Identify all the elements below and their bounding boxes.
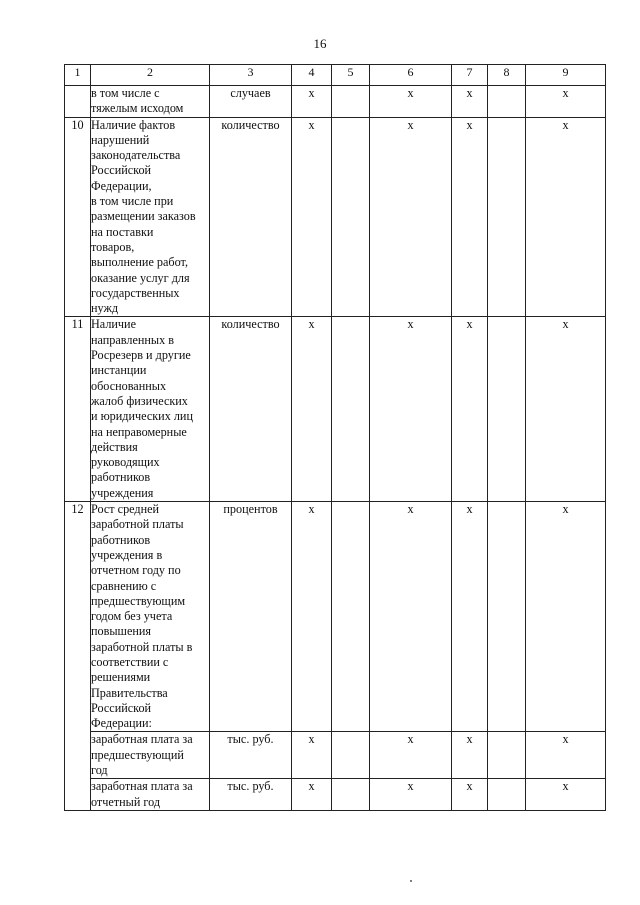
description-line: заработной платы <box>91 517 184 532</box>
table-subrow <box>65 732 606 779</box>
row-number: 12 <box>65 502 91 811</box>
row-description <box>91 117 210 317</box>
page-number: 16 <box>313 36 327 51</box>
cell-col4: x <box>292 317 332 502</box>
description-line: заработная плата за <box>91 779 193 794</box>
column-header: 2 <box>91 65 210 86</box>
description-line: работников <box>91 532 151 547</box>
indicators-table <box>64 64 606 811</box>
cell-col4: x <box>292 86 332 118</box>
column-header: 3 <box>210 65 292 86</box>
cell-col7: x <box>452 732 488 779</box>
cell-col5 <box>332 86 370 118</box>
cell-col6: x <box>370 317 452 502</box>
cell-col6: x <box>370 732 452 779</box>
cell-col7: x <box>452 502 488 732</box>
cell-col7: x <box>452 117 488 317</box>
cell-col8 <box>488 732 526 779</box>
cell-col6: x <box>370 779 452 811</box>
row-description <box>91 86 210 118</box>
cell-col9: x <box>526 317 606 502</box>
description-line: заработной платы в <box>91 639 193 654</box>
description-line: товаров, <box>91 239 135 254</box>
table-row <box>65 317 606 502</box>
row-number: 10 <box>65 117 91 317</box>
row-unit: случаев <box>210 86 292 118</box>
cell-col8 <box>488 317 526 502</box>
description-line: работников <box>91 470 151 485</box>
description-line: Федерации, <box>91 178 152 193</box>
cell-col5 <box>332 779 370 811</box>
description-line: отчетном году по <box>91 563 181 578</box>
cell-col7: x <box>452 317 488 502</box>
description-line: действия <box>91 439 138 454</box>
description-line: в том числе с <box>91 86 160 100</box>
cell-col9: x <box>526 502 606 732</box>
cell-col5 <box>332 732 370 779</box>
table-row <box>65 502 606 732</box>
row-number: 11 <box>65 317 91 502</box>
description-line: нарушений <box>91 132 150 147</box>
description-line: Российской <box>91 163 152 178</box>
cell-col8 <box>488 779 526 811</box>
description-line: Рост средней <box>91 502 160 517</box>
description-line: жалоб физических <box>91 393 188 408</box>
column-header: 8 <box>488 65 526 86</box>
description-line: руководящих <box>91 455 160 470</box>
column-header: 4 <box>292 65 332 86</box>
description-line: учреждения в <box>91 547 163 562</box>
description-line: законодательства <box>91 148 181 163</box>
description-line: выполнение работ, <box>91 255 189 270</box>
row-description <box>91 502 210 732</box>
cell-col4: x <box>292 779 332 811</box>
description-line: заработная плата за <box>91 732 193 747</box>
description-line: размещении заказов <box>91 209 196 224</box>
description-line: нужд <box>91 301 119 316</box>
description-line: и юридических лиц <box>91 409 193 424</box>
column-header: 5 <box>332 65 370 86</box>
description-line: год <box>91 763 108 778</box>
subrow-unit: тыс. руб. <box>210 779 292 811</box>
description-line: отчетный год <box>91 794 161 809</box>
description-line: сравнению с <box>91 578 157 593</box>
description-line: государственных <box>91 285 180 300</box>
cell-col6: x <box>370 117 452 317</box>
description-line: в том числе при <box>91 194 174 209</box>
description-line: соответствии с <box>91 654 169 669</box>
cell-col9: x <box>526 732 606 779</box>
description-line: инстанции <box>91 363 147 378</box>
cell-col7: x <box>452 86 488 118</box>
cell-col4: x <box>292 502 332 732</box>
cell-col9: x <box>526 117 606 317</box>
description-line: повышения <box>91 624 152 639</box>
cell-col5 <box>332 317 370 502</box>
column-header: 1 <box>65 65 91 86</box>
description-line: годом без учета <box>91 609 173 624</box>
table-subrow <box>65 779 606 811</box>
subrow-description <box>91 779 210 811</box>
row-unit: процентов <box>210 502 292 732</box>
row-description <box>91 317 210 502</box>
cell-col9: x <box>526 86 606 118</box>
column-header: 9 <box>526 65 606 86</box>
column-header: 6 <box>370 65 452 86</box>
description-line: тяжелым исходом <box>91 101 184 116</box>
subrow-unit: тыс. руб. <box>210 732 292 779</box>
description-line: решениями <box>91 670 151 685</box>
description-line: на неправомерные <box>91 424 187 439</box>
row-unit: количество <box>210 317 292 502</box>
cell-col6: x <box>370 86 452 118</box>
cell-col9: x <box>526 779 606 811</box>
subrow-description <box>91 732 210 779</box>
column-header: 7 <box>452 65 488 86</box>
column-numbers-row <box>65 65 606 86</box>
description-line: оказание услуг для <box>91 270 190 285</box>
description-line: обоснованных <box>91 378 167 393</box>
description-line: на поставки <box>91 224 154 239</box>
description-line: направленных в <box>91 332 175 347</box>
cell-col8 <box>488 117 526 317</box>
table-row <box>65 86 606 118</box>
description-line: учреждения <box>91 485 154 500</box>
cell-col8 <box>488 502 526 732</box>
description-line: Федерации: <box>91 716 152 731</box>
cell-col4: x <box>292 117 332 317</box>
cell-col5 <box>332 117 370 317</box>
description-line: Росрезерв и другие <box>91 348 191 363</box>
description-line: Наличие фактов <box>91 117 176 132</box>
description-line: предшествующий <box>91 747 184 762</box>
cell-col6: x <box>370 502 452 732</box>
cell-col8 <box>488 86 526 118</box>
scan-speck <box>410 880 412 882</box>
row-number <box>65 86 91 118</box>
cell-col5 <box>332 502 370 732</box>
row-unit: количество <box>210 117 292 317</box>
cell-col7: x <box>452 779 488 811</box>
cell-col4: x <box>292 732 332 779</box>
description-line: предшествующим <box>91 593 186 608</box>
description-line: Российской <box>91 700 152 715</box>
description-line: Правительства <box>91 685 168 700</box>
description-line: Наличие <box>91 317 136 332</box>
table-row <box>65 117 606 317</box>
